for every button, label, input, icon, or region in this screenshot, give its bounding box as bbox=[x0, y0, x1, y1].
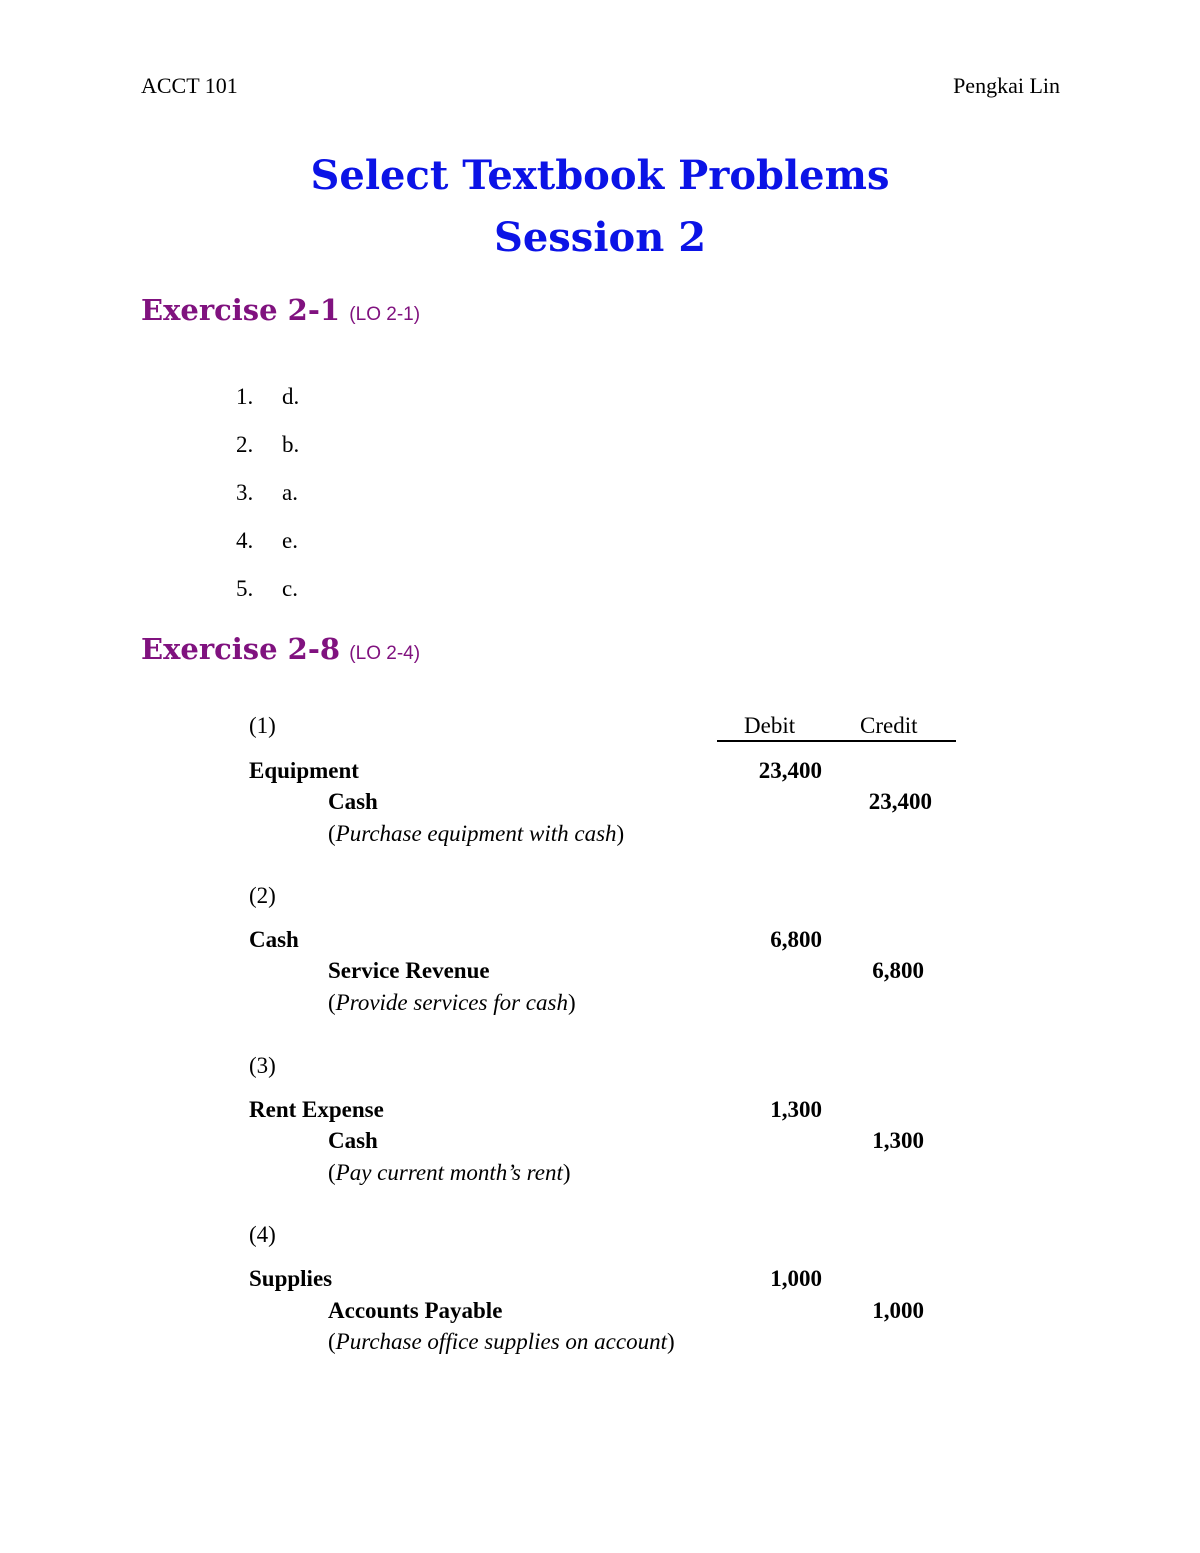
paren-open: ( bbox=[328, 1160, 336, 1185]
item-number: 4. bbox=[236, 528, 254, 553]
debit-amount: 23,400 bbox=[758, 758, 822, 783]
debit-account: Cash bbox=[249, 927, 299, 952]
credit-account: Accounts Payable bbox=[328, 1298, 503, 1323]
paren-close: ) bbox=[616, 821, 625, 846]
learning-objective: (LO 2-1) bbox=[349, 304, 421, 325]
description-text: Purchase equipment with cash bbox=[335, 821, 617, 846]
credit-amount: 23,400 bbox=[868, 789, 932, 814]
entry-number: (3) bbox=[249, 1053, 276, 1078]
author-name: Pengkai Lin bbox=[953, 73, 1060, 98]
entry-number: (4) bbox=[249, 1222, 276, 1247]
credit-amount: 6,800 bbox=[872, 958, 924, 983]
learning-objective: (LO 2-4) bbox=[349, 643, 421, 664]
header-rule bbox=[717, 740, 956, 742]
description-text: Pay current month’s rent bbox=[335, 1160, 563, 1185]
item-number: 3. bbox=[236, 480, 254, 505]
page-title: Select Textbook Problems bbox=[310, 152, 890, 199]
paren-open: ( bbox=[328, 1329, 336, 1354]
debit-amount: 1,300 bbox=[770, 1097, 822, 1122]
paren-close: ) bbox=[562, 1160, 571, 1185]
entry-description bbox=[328, 1158, 571, 1188]
entry-number: (1) bbox=[249, 713, 276, 738]
item-answer: e. bbox=[282, 528, 298, 553]
description-text: Purchase office supplies on account bbox=[335, 1329, 667, 1354]
entry-description bbox=[328, 1327, 675, 1357]
credit-amount: 1,300 bbox=[872, 1128, 924, 1153]
credit-account: Service Revenue bbox=[328, 958, 490, 983]
entry-description bbox=[328, 819, 624, 849]
debit-account: Rent Expense bbox=[249, 1097, 384, 1122]
debit-amount: 1,000 bbox=[770, 1266, 822, 1291]
course-code: ACCT 101 bbox=[141, 73, 238, 98]
paren-close: ) bbox=[567, 990, 576, 1015]
credit-account: Cash bbox=[328, 789, 378, 814]
page-subtitle: Session 2 bbox=[493, 214, 707, 261]
item-number: 1. bbox=[236, 384, 254, 409]
credit-account: Cash bbox=[328, 1128, 378, 1153]
credit-amount: 1,000 bbox=[872, 1298, 924, 1323]
paren-open: ( bbox=[328, 821, 336, 846]
item-answer: b. bbox=[282, 432, 300, 457]
paren-open: ( bbox=[328, 990, 336, 1015]
paren-close: ) bbox=[666, 1329, 675, 1354]
exercise-label: Exercise 2-1 bbox=[141, 293, 341, 327]
debit-amount: 6,800 bbox=[770, 927, 822, 952]
debit-account: Equipment bbox=[249, 758, 359, 783]
item-number: 2. bbox=[236, 432, 254, 457]
entry-description bbox=[328, 988, 576, 1018]
debit-column-header: Debit bbox=[744, 713, 796, 738]
item-answer: c. bbox=[282, 576, 298, 601]
item-answer: d. bbox=[282, 384, 300, 409]
entry-number: (2) bbox=[249, 883, 276, 908]
item-number: 5. bbox=[236, 576, 254, 601]
credit-column-header: Credit bbox=[860, 713, 918, 738]
item-answer: a. bbox=[282, 480, 298, 505]
exercise-label: Exercise 2-8 bbox=[141, 632, 341, 666]
description-text: Provide services for cash bbox=[335, 990, 568, 1015]
debit-account: Supplies bbox=[249, 1266, 333, 1291]
